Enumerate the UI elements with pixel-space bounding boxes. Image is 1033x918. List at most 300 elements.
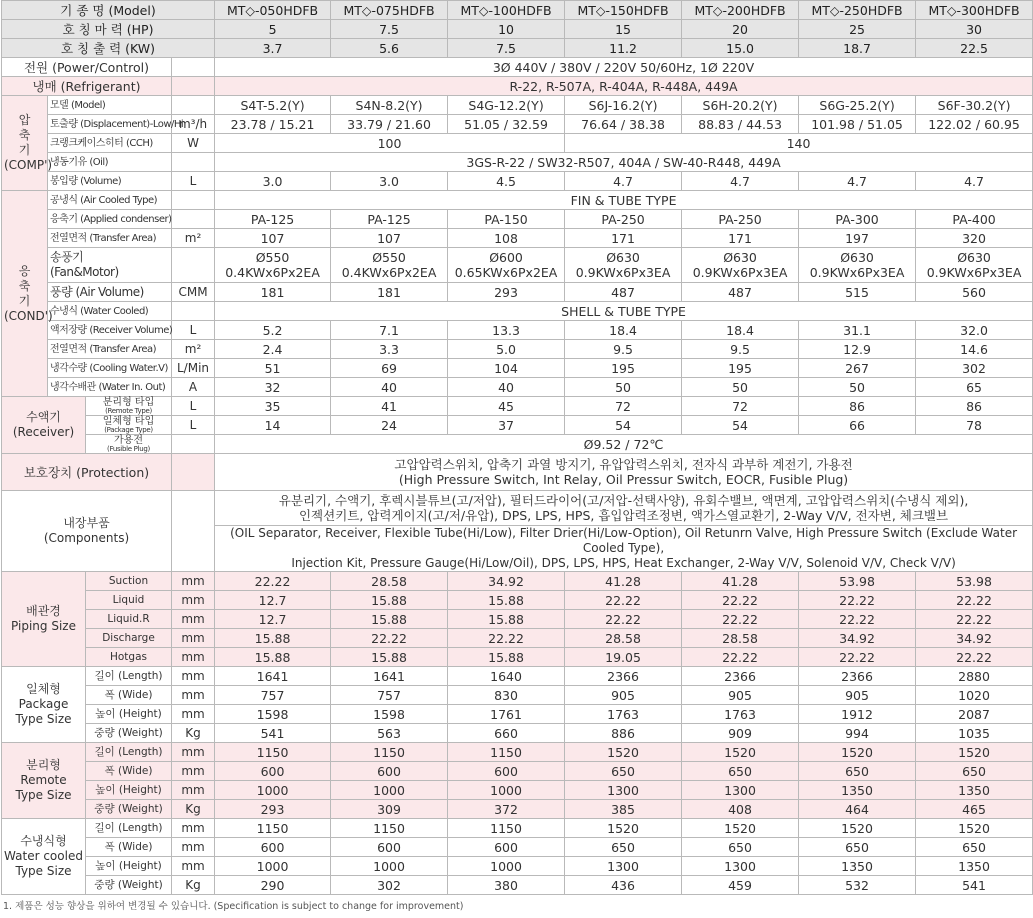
fan-label-kr: 송풍기 — [50, 250, 84, 264]
table-row — [2, 340, 1033, 359]
value-cell: 1598 — [215, 705, 331, 724]
value-cell: 3.7 — [215, 39, 331, 58]
comp-heater-label: 크랭크케이스히터 (CCH) — [48, 134, 172, 153]
table-row — [2, 781, 1033, 800]
fan-motor: 0.9KWx6Px3EA — [926, 265, 1022, 280]
value-cell: S6G-25.2(Y) — [799, 96, 916, 115]
value-cell: 1150 — [448, 743, 565, 762]
value-cell: 1912 — [799, 705, 916, 724]
fan-diameter: Ø630 — [606, 250, 640, 265]
value-cell: 1150 — [448, 819, 565, 838]
value-cell: 563 — [331, 724, 448, 743]
value-cell: 1520 — [916, 819, 1033, 838]
value-cell: 23.78 / 15.21 — [215, 115, 331, 134]
value-cell: 53.98 — [799, 572, 916, 591]
value-cell: 757 — [215, 686, 331, 705]
value-cell: 1350 — [916, 781, 1033, 800]
value-cell: 293 — [215, 800, 331, 819]
fan-diameter: Ø630 — [723, 250, 757, 265]
table-row — [2, 321, 1033, 340]
value-cell: 22.22 — [916, 648, 1033, 667]
value-cell: 12.7 — [215, 591, 331, 610]
table-row — [2, 572, 1033, 591]
value-cell: 14.6 — [916, 340, 1033, 359]
unit-cell: CMM — [172, 283, 215, 302]
unit-cell: L — [172, 172, 215, 191]
value-cell: 15.88 — [331, 591, 448, 610]
unit-cell: mm — [172, 629, 215, 648]
row-label: 길이 (Length) — [86, 819, 172, 838]
unit-cell: Kg — [172, 724, 215, 743]
value-cell: 88.83 / 44.53 — [682, 115, 799, 134]
row-label: 중량 (Weight) — [86, 724, 172, 743]
value-cell: 1763 — [565, 705, 682, 724]
receiver-type-label — [86, 397, 172, 416]
components-en-line: (OIL Separator, Receiver, Flexible Tube(Hi/Low), Filter Drier(Hi/Low-Option), Oil Retunrn Valve, High Pressure Switch (Exclude Water Cooled Type), — [230, 526, 1018, 555]
value-cell: 4.7 — [799, 172, 916, 191]
table-row — [2, 1, 1033, 20]
value-cell: 69 — [331, 359, 448, 378]
value-cell: 905 — [565, 686, 682, 705]
components-kr-line: 유분리기, 수액기, 후렉시블튜브(고/저압), 필터드라이어(고/저압-선택사양), 유회수밸브, 액면계, 고압압력스위치(수냉식 제외), — [278, 493, 969, 508]
unit-cell: mm — [172, 743, 215, 762]
value-cell: 293 — [448, 283, 565, 302]
value-cell: 909 — [682, 724, 799, 743]
receiver-group-label: 수액기 (Receiver) — [2, 397, 86, 454]
value-cell: 9.5 — [682, 340, 799, 359]
cond-water-label: 수냉식 (Water Cooled) — [48, 302, 172, 321]
value-cell: S6F-30.2(Y) — [916, 96, 1033, 115]
value-cell: 50 — [565, 378, 682, 397]
value-cell: 600 — [331, 838, 448, 857]
kw-label: 호 칭 출 력 (KW) — [2, 39, 215, 58]
fan-motor: 0.4KWx6Px2EA — [341, 265, 437, 280]
cond-pipe-label: 냉각수배관 (Water In. Out) — [48, 378, 172, 397]
table-row — [2, 876, 1033, 895]
value-cell: PA-125 — [215, 210, 331, 229]
package-group-label: 일체형 Package Type Size — [2, 667, 86, 743]
fan-value — [331, 248, 448, 283]
fan-diameter: Ø550 — [372, 250, 406, 265]
fan-diameter: Ø600 — [489, 250, 523, 265]
value-cell: PA-300 — [799, 210, 916, 229]
fan-motor: 0.9KWx6Px3EA — [809, 265, 905, 280]
value-cell: 1520 — [682, 743, 799, 762]
value-cell: 11.2 — [565, 39, 682, 58]
model-name-label: 기 종 명 (Model) — [2, 1, 215, 20]
comp-oil-label: 냉동기유 (Oil) — [48, 153, 172, 172]
refrigerant-value: R-22, R-507A, R-404A, R-448A, 449A — [215, 77, 1033, 96]
water-type-value: SHELL & TUBE TYPE — [215, 302, 1033, 321]
value-cell: 19.05 — [565, 648, 682, 667]
value-cell: 757 — [331, 686, 448, 705]
receiver-type-label — [86, 416, 172, 435]
value-cell: 197 — [799, 229, 916, 248]
value-cell: S4N-8.2(Y) — [331, 96, 448, 115]
cond-air-label: 공냉식 (Air Cooled Type) — [48, 191, 172, 210]
unit-cell: m² — [172, 229, 215, 248]
value-cell: 2366 — [799, 667, 916, 686]
unit-cell: L/Min — [172, 359, 215, 378]
value-cell: 3.3 — [331, 340, 448, 359]
table-row — [2, 359, 1033, 378]
value-cell: 66 — [799, 416, 916, 435]
value-cell: 15.88 — [331, 610, 448, 629]
cond-fan-label — [48, 248, 172, 283]
table-row — [2, 378, 1033, 397]
value-cell: 1300 — [682, 857, 799, 876]
value-cell: 1000 — [448, 857, 565, 876]
cond-cw-label: 냉각수량 (Cooling Water.V) — [48, 359, 172, 378]
unit-cell — [172, 191, 215, 210]
table-row — [2, 705, 1033, 724]
value-cell: 31.1 — [799, 321, 916, 340]
fan-motor: 0.4KWx6Px2EA — [225, 265, 320, 280]
value-cell: 1598 — [331, 705, 448, 724]
value-cell: 994 — [799, 724, 916, 743]
value-cell: 15.88 — [331, 648, 448, 667]
value-cell: 4.7 — [565, 172, 682, 191]
value-cell: 40 — [448, 378, 565, 397]
value-cell: 600 — [448, 762, 565, 781]
value-cell: 905 — [799, 686, 916, 705]
value-cell: 32.0 — [916, 321, 1033, 340]
unit-cell: L — [172, 321, 215, 340]
row-label: Liquid — [86, 591, 172, 610]
fan-diameter: Ø630 — [840, 250, 874, 265]
water-group-label: 수냉식형 Water cooled Type Size — [2, 819, 86, 895]
table-row — [2, 435, 1033, 454]
value-cell: 171 — [682, 229, 799, 248]
row-label: 폭 (Wide) — [86, 838, 172, 857]
value-cell: 1763 — [682, 705, 799, 724]
table-row — [2, 838, 1033, 857]
value-cell: MT◇-300HDFB — [916, 1, 1033, 20]
value-cell: 650 — [799, 838, 916, 857]
value-cell: 22.22 — [565, 591, 682, 610]
value-cell: S6J-16.2(Y) — [565, 96, 682, 115]
value-cell: 7.1 — [331, 321, 448, 340]
value-cell: MT◇-250HDFB — [799, 1, 916, 20]
value-cell: 28.58 — [682, 629, 799, 648]
receiver-type-en: (Remote Type) — [105, 406, 152, 415]
oil-value: 3GS-R-22 / SW32-R507, 404A / SW-40-R448, 449A — [215, 153, 1033, 172]
value-cell: 28.58 — [565, 629, 682, 648]
fan-diameter: Ø630 — [957, 250, 991, 265]
fan-motor: 0.9KWx6Px3EA — [692, 265, 788, 280]
value-cell: 22.22 — [682, 610, 799, 629]
spec-table-body — [2, 1, 1033, 895]
value-cell: 1150 — [331, 743, 448, 762]
value-cell: 18.4 — [565, 321, 682, 340]
value-cell: 385 — [565, 800, 682, 819]
value-cell: 4.7 — [916, 172, 1033, 191]
protection-value — [215, 454, 1033, 491]
components-en-line: Injection Kit, Pressure Gauge(Hi/Low/Oil), DPS, LPS, HPS, Heat Exchanger, 2-Way V/V, Solenoid V/V, Check V/V) — [291, 556, 956, 570]
value-cell: 101.98 / 51.05 — [799, 115, 916, 134]
value-cell: 22.22 — [916, 591, 1033, 610]
value-cell: 22.22 — [682, 648, 799, 667]
value-cell: 78 — [916, 416, 1033, 435]
value-cell: 650 — [565, 838, 682, 857]
unit-cell: m³/h — [172, 115, 215, 134]
row-label: Liquid.R — [86, 610, 172, 629]
unit-cell: mm — [172, 610, 215, 629]
value-cell: 372 — [448, 800, 565, 819]
table-row — [2, 39, 1033, 58]
value-cell: 9.5 — [565, 340, 682, 359]
value-cell: MT◇-100HDFB — [448, 1, 565, 20]
table-row — [2, 610, 1033, 629]
value-cell: 15.0 — [682, 39, 799, 58]
value-cell: 487 — [682, 283, 799, 302]
table-row — [2, 248, 1033, 283]
table-row — [2, 96, 1033, 115]
value-cell: 72 — [682, 397, 799, 416]
value-cell: 15.88 — [448, 648, 565, 667]
components-kr-line: 인젝션키트, 압력게이지(고/저/유압), DPS, LPS, HPS, 흡입압력조정변, 액가스열교환기, 2-Way V/V, 전자변, 체크밸브 — [298, 508, 949, 523]
value-cell: 86 — [916, 397, 1033, 416]
value-cell: 1000 — [331, 781, 448, 800]
fan-motor: 0.9KWx6Px3EA — [575, 265, 671, 280]
value-cell: 541 — [916, 876, 1033, 895]
value-cell: 15.88 — [448, 591, 565, 610]
value-cell: 5 — [215, 20, 331, 39]
value-cell: 45 — [448, 397, 565, 416]
comp-model-label: 모델 (Model) — [48, 96, 172, 115]
table-row — [2, 629, 1033, 648]
value-cell: 302 — [331, 876, 448, 895]
unit-cell — [172, 248, 215, 283]
value-cell: 650 — [682, 762, 799, 781]
value-cell: 181 — [215, 283, 331, 302]
receiver-type-en: (Package Type) — [104, 425, 153, 434]
spec-table — [1, 0, 1033, 895]
value-cell: 12.7 — [215, 610, 331, 629]
unit-cell: mm — [172, 838, 215, 857]
value-cell: 650 — [799, 762, 916, 781]
value-cell: 20 — [682, 20, 799, 39]
value-cell: 18.4 — [682, 321, 799, 340]
value-cell: 22.22 — [565, 610, 682, 629]
fan-value — [916, 248, 1033, 283]
value-cell: 1300 — [565, 781, 682, 800]
fan-value — [448, 248, 565, 283]
value-cell: 65 — [916, 378, 1033, 397]
value-cell: 436 — [565, 876, 682, 895]
value-cell: 12.9 — [799, 340, 916, 359]
value-cell: 532 — [799, 876, 916, 895]
value-cell: 5.0 — [448, 340, 565, 359]
power-label: 전원 (Power/Control) — [2, 58, 172, 77]
row-label: Discharge — [86, 629, 172, 648]
unit-cell: mm — [172, 591, 215, 610]
table-row — [2, 115, 1033, 134]
heater-value: 140 — [565, 134, 1033, 153]
receiver-type-kr: 일체형 타입 — [102, 415, 155, 427]
components-kr — [215, 491, 1033, 526]
air-type-value: FIN & TUBE TYPE — [215, 191, 1033, 210]
value-cell: 309 — [331, 800, 448, 819]
value-cell: 2880 — [916, 667, 1033, 686]
table-row — [2, 416, 1033, 435]
power-value: 3Ø 440V / 380V / 220V 50/60Hz, 1Ø 220V — [215, 58, 1033, 77]
value-cell: 515 — [799, 283, 916, 302]
value-cell: 650 — [916, 838, 1033, 857]
fan-value — [565, 248, 682, 283]
value-cell: 122.02 / 60.95 — [916, 115, 1033, 134]
unit-cell: mm — [172, 819, 215, 838]
value-cell: 560 — [916, 283, 1033, 302]
value-cell: S6H-20.2(Y) — [682, 96, 799, 115]
value-cell: MT◇-200HDFB — [682, 1, 799, 20]
unit-cell — [172, 210, 215, 229]
cond-airvol-label: 풍량 (Air Volume) — [48, 283, 172, 302]
value-cell: 1150 — [215, 743, 331, 762]
unit-cell: mm — [172, 781, 215, 800]
unit-cell — [172, 153, 215, 172]
unit-cell — [172, 454, 215, 491]
value-cell: 25 — [799, 20, 916, 39]
value-cell: 14 — [215, 416, 331, 435]
value-cell: 51.05 / 32.59 — [448, 115, 565, 134]
fan-value — [215, 248, 331, 283]
value-cell: 51 — [215, 359, 331, 378]
table-row — [2, 397, 1033, 416]
table-row — [2, 229, 1033, 248]
unit-cell: mm — [172, 762, 215, 781]
value-cell: 22.22 — [799, 610, 916, 629]
value-cell: 22.22 — [916, 610, 1033, 629]
value-cell: 53.98 — [916, 572, 1033, 591]
value-cell: 22.5 — [916, 39, 1033, 58]
value-cell: 107 — [215, 229, 331, 248]
value-cell: 320 — [916, 229, 1033, 248]
value-cell: MT◇-150HDFB — [565, 1, 682, 20]
value-cell: 195 — [565, 359, 682, 378]
table-row — [2, 210, 1033, 229]
value-cell: 1350 — [799, 781, 916, 800]
value-cell: 22.22 — [799, 648, 916, 667]
value-cell: MT◇-075HDFB — [331, 1, 448, 20]
refrigerant-label: 냉매 (Refrigerant) — [2, 77, 172, 96]
table-row — [2, 20, 1033, 39]
value-cell: 2366 — [682, 667, 799, 686]
cond-recvol-label: 액저장량 (Receiver Volume) — [48, 321, 172, 340]
table-row — [2, 191, 1033, 210]
value-cell: 41 — [331, 397, 448, 416]
row-label: 길이 (Length) — [86, 743, 172, 762]
table-row — [2, 724, 1033, 743]
remote-group-label: 분리형 Remote Type Size — [2, 743, 86, 819]
cond-group-label: 응 축 기 (COND') — [2, 191, 48, 397]
table-row — [2, 283, 1033, 302]
value-cell: 660 — [448, 724, 565, 743]
protection-kr: 고압압력스위치, 압축기 과열 방지기, 유압압력스위치, 전자식 과부하 계전기, 가용전 — [394, 457, 853, 472]
table-row — [2, 454, 1033, 491]
value-cell: 15.88 — [215, 648, 331, 667]
unit-cell: mm — [172, 648, 215, 667]
table-row — [2, 591, 1033, 610]
value-cell: 15.88 — [215, 629, 331, 648]
fan-value — [682, 248, 799, 283]
value-cell: 1641 — [215, 667, 331, 686]
value-cell: 905 — [682, 686, 799, 705]
fusible-plug-value: Ø9.52 / 72℃ — [215, 435, 1033, 454]
unit-cell: L — [172, 416, 215, 435]
comp-vol-label: 봉입량 (Volume) — [48, 172, 172, 191]
row-label: 중량 (Weight) — [86, 876, 172, 895]
value-cell: 1761 — [448, 705, 565, 724]
fan-label-en: (Fan&Motor) — [50, 265, 119, 279]
receiver-type-kr: 분리형 타입 — [102, 396, 155, 408]
receiver-type-kr: 가용전 — [114, 434, 143, 446]
value-cell: 600 — [215, 762, 331, 781]
value-cell: 1641 — [331, 667, 448, 686]
value-cell: 41.28 — [565, 572, 682, 591]
value-cell: 24 — [331, 416, 448, 435]
value-cell: 600 — [448, 838, 565, 857]
cond-warea-label: 전열면적 (Transfer Area) — [48, 340, 172, 359]
value-cell: 2366 — [565, 667, 682, 686]
value-cell: 459 — [682, 876, 799, 895]
value-cell: 15 — [565, 20, 682, 39]
value-cell: 1520 — [682, 819, 799, 838]
value-cell: 171 — [565, 229, 682, 248]
unit-cell — [172, 58, 215, 77]
value-cell: 302 — [916, 359, 1033, 378]
value-cell: 1000 — [448, 781, 565, 800]
row-label: 높이 (Height) — [86, 781, 172, 800]
table-row — [2, 686, 1033, 705]
value-cell: 1520 — [799, 819, 916, 838]
value-cell: 40 — [331, 378, 448, 397]
footnote: 1. 제품은 성능 향상을 위하여 변경될 수 있습니다. (Specification is subject to change for improvement) — [3, 901, 464, 912]
unit-cell: mm — [172, 572, 215, 591]
value-cell: PA-125 — [331, 210, 448, 229]
value-cell: 1020 — [916, 686, 1033, 705]
value-cell: 267 — [799, 359, 916, 378]
value-cell: 35 — [215, 397, 331, 416]
unit-cell: mm — [172, 705, 215, 724]
value-cell: 37 — [448, 416, 565, 435]
value-cell: 86 — [799, 397, 916, 416]
value-cell: 181 — [331, 283, 448, 302]
value-cell: 76.64 / 38.38 — [565, 115, 682, 134]
hp-label: 호 칭 마 력 (HP) — [2, 20, 215, 39]
cond-applied-label: 응축기 (Applied condenser) — [48, 210, 172, 229]
value-cell: 600 — [215, 838, 331, 857]
value-cell: 1035 — [916, 724, 1033, 743]
unit-cell: W — [172, 134, 215, 153]
table-row — [2, 743, 1033, 762]
value-cell: 1150 — [331, 819, 448, 838]
unit-cell — [172, 491, 215, 572]
value-cell: 3.0 — [331, 172, 448, 191]
unit-cell — [172, 77, 215, 96]
row-label: 폭 (Wide) — [86, 686, 172, 705]
table-row — [2, 648, 1033, 667]
value-cell: 41.28 — [682, 572, 799, 591]
row-label: 중량 (Weight) — [86, 800, 172, 819]
value-cell: 195 — [682, 359, 799, 378]
value-cell: 1000 — [331, 857, 448, 876]
unit-cell: m² — [172, 340, 215, 359]
value-cell: 22.22 — [448, 629, 565, 648]
unit-cell: Kg — [172, 800, 215, 819]
value-cell: 290 — [215, 876, 331, 895]
value-cell: 1520 — [565, 743, 682, 762]
